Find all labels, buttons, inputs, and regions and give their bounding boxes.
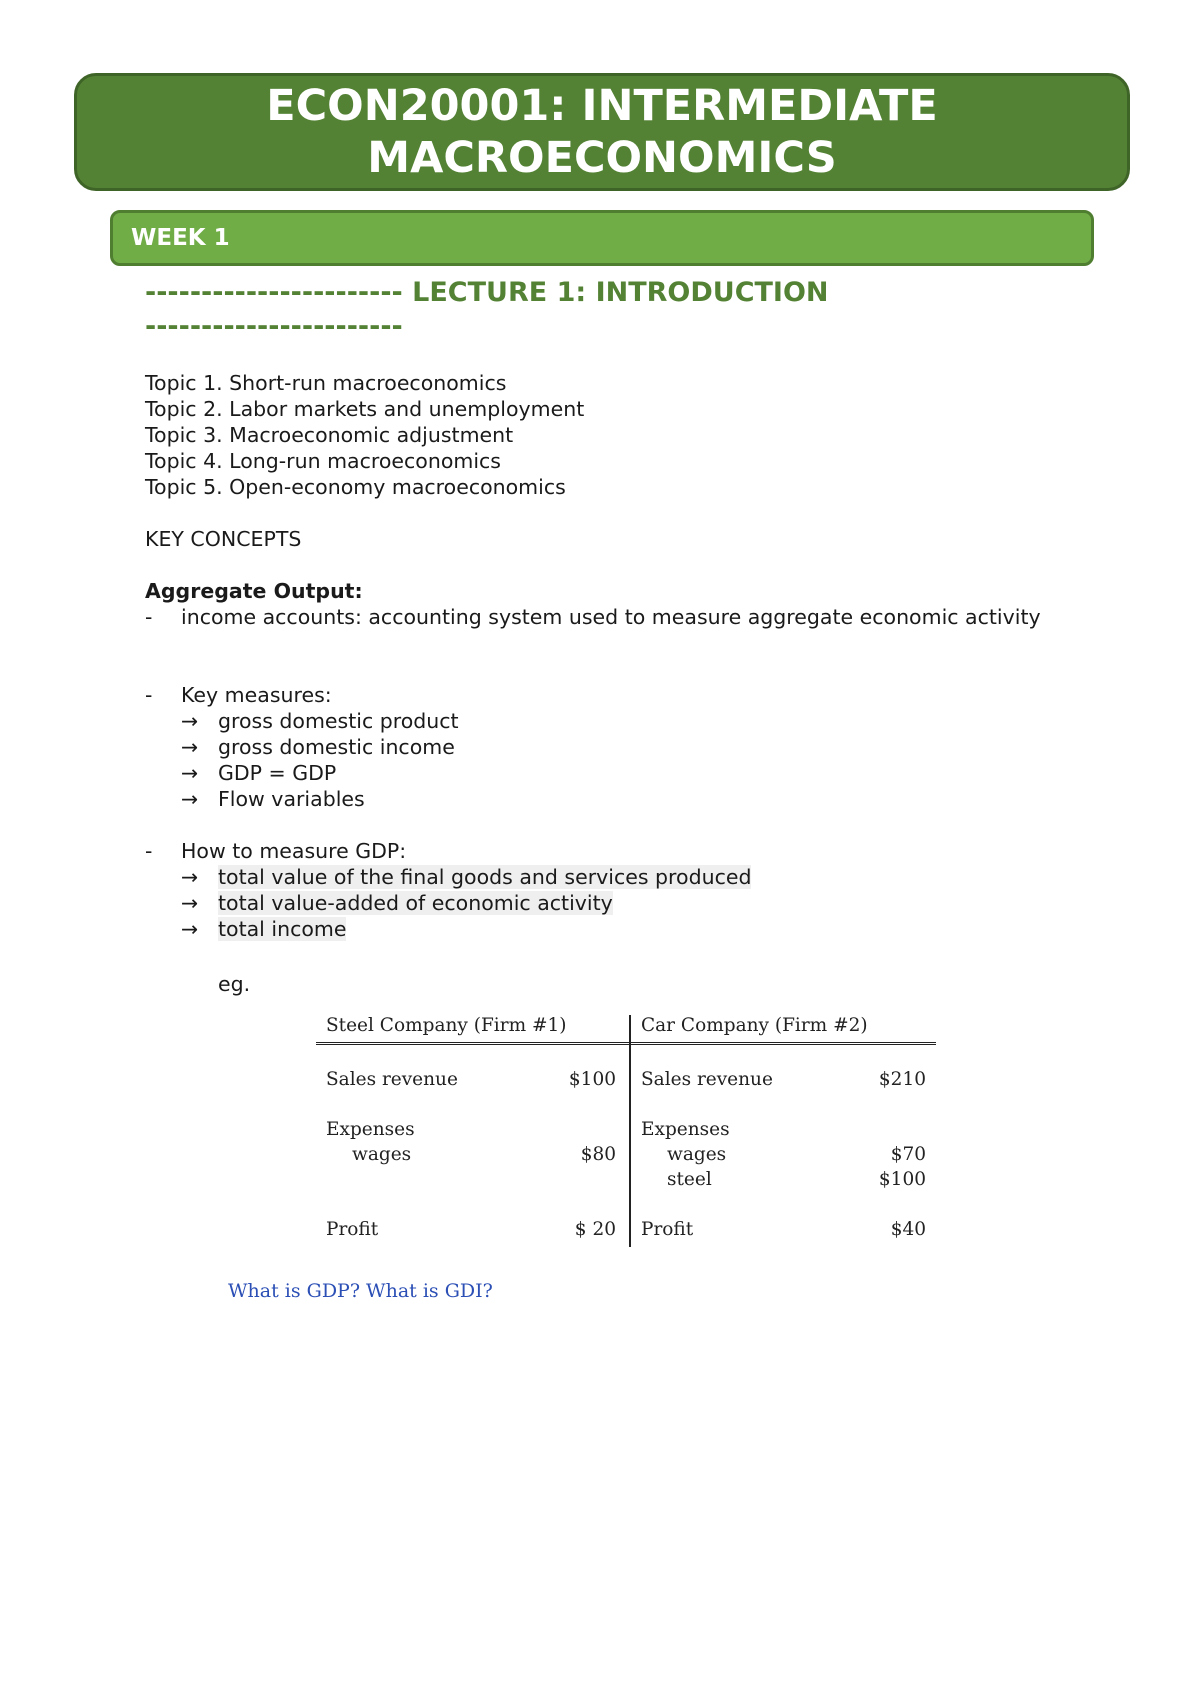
steel-sales-value: $100 xyxy=(568,1069,616,1090)
car-expenses-label: Expenses xyxy=(641,1119,730,1140)
arrow-icon: → xyxy=(181,917,199,941)
steel-company-header: Steel Company (Firm #1) xyxy=(326,1015,567,1036)
car-steel-value: $100 xyxy=(878,1169,926,1190)
car-wages-label: wages xyxy=(667,1144,727,1165)
list-item: → gross domestic income xyxy=(181,735,455,759)
lecture-heading xyxy=(145,276,1045,344)
arrow-icon: → xyxy=(181,865,199,889)
course-title-line-1: ECON20001: INTERMEDIATE xyxy=(266,81,938,131)
car-sales-label: Sales revenue xyxy=(641,1069,773,1090)
measure-gdp-label: How to measure GDP: xyxy=(181,839,407,863)
dash-marker: - xyxy=(145,605,153,629)
list-item: → GDP = GDP xyxy=(181,761,337,785)
list-item: → total value-added of economic activity xyxy=(181,891,613,915)
car-sales-value: $210 xyxy=(878,1069,926,1090)
header-rule xyxy=(316,1042,936,1045)
steel-wages-label: wages xyxy=(352,1144,412,1165)
course-title-banner xyxy=(74,73,1130,191)
steel-wages-value: $80 xyxy=(580,1144,616,1165)
dash-marker: - xyxy=(145,683,153,707)
topic-item: Topic 5. Open-economy macroeconomics xyxy=(145,475,566,499)
week-banner xyxy=(110,210,1094,266)
gdp-gdi-question: What is GDP? What is GDI? xyxy=(228,1280,493,1302)
car-wages-value: $70 xyxy=(890,1144,926,1165)
key-measures-list xyxy=(181,708,459,812)
car-company-header: Car Company (Firm #2) xyxy=(641,1015,868,1036)
topic-list xyxy=(145,370,584,500)
topic-item: Topic 1. Short-run macroeconomics xyxy=(145,371,507,395)
list-item: → total income xyxy=(181,917,347,941)
arrow-icon: → xyxy=(181,761,199,785)
lecture-heading-line-1: ----------------------- LECTURE 1: INTRODUCTION xyxy=(145,277,829,308)
income-accounts-text: income accounts: accounting system used to measure aggregate economic activity xyxy=(181,605,1041,629)
car-profit-value: $40 xyxy=(890,1219,926,1240)
car-profit-label: Profit xyxy=(641,1219,694,1240)
course-title-line-2: MACROECONOMICS xyxy=(367,133,837,183)
dash-marker: - xyxy=(145,839,153,863)
list-item: → gross domestic product xyxy=(181,709,459,733)
firm-accounts-table xyxy=(316,1015,936,1247)
list-item: → Flow variables xyxy=(181,787,365,811)
aggregate-output-heading: Aggregate Output: xyxy=(145,579,363,603)
example-label: eg. xyxy=(218,972,251,996)
topic-item: Topic 2. Labor markets and unemployment xyxy=(145,397,585,421)
measure-gdp-list xyxy=(181,864,751,942)
list-item: → total value of the final goods and services produced xyxy=(181,865,752,889)
lecture-heading-line-2: ----------------------- xyxy=(145,311,403,342)
topic-item: Topic 3. Macroeconomic adjustment xyxy=(145,423,514,447)
arrow-icon: → xyxy=(181,891,199,915)
column-divider xyxy=(629,1015,631,1247)
key-measures-label: Key measures: xyxy=(181,683,332,707)
week-label: WEEK 1 xyxy=(131,225,230,251)
steel-expenses-label: Expenses xyxy=(326,1119,415,1140)
arrow-icon: → xyxy=(181,735,199,759)
steel-sales-label: Sales revenue xyxy=(326,1069,458,1090)
arrow-icon: → xyxy=(181,709,199,733)
car-steel-label: steel xyxy=(667,1169,712,1190)
steel-profit-label: Profit xyxy=(326,1219,379,1240)
topic-item: Topic 4. Long-run macroeconomics xyxy=(145,449,501,473)
steel-profit-value: $ 20 xyxy=(574,1219,616,1240)
key-concepts-heading: KEY CONCEPTS xyxy=(145,527,302,551)
arrow-icon: → xyxy=(181,787,199,811)
